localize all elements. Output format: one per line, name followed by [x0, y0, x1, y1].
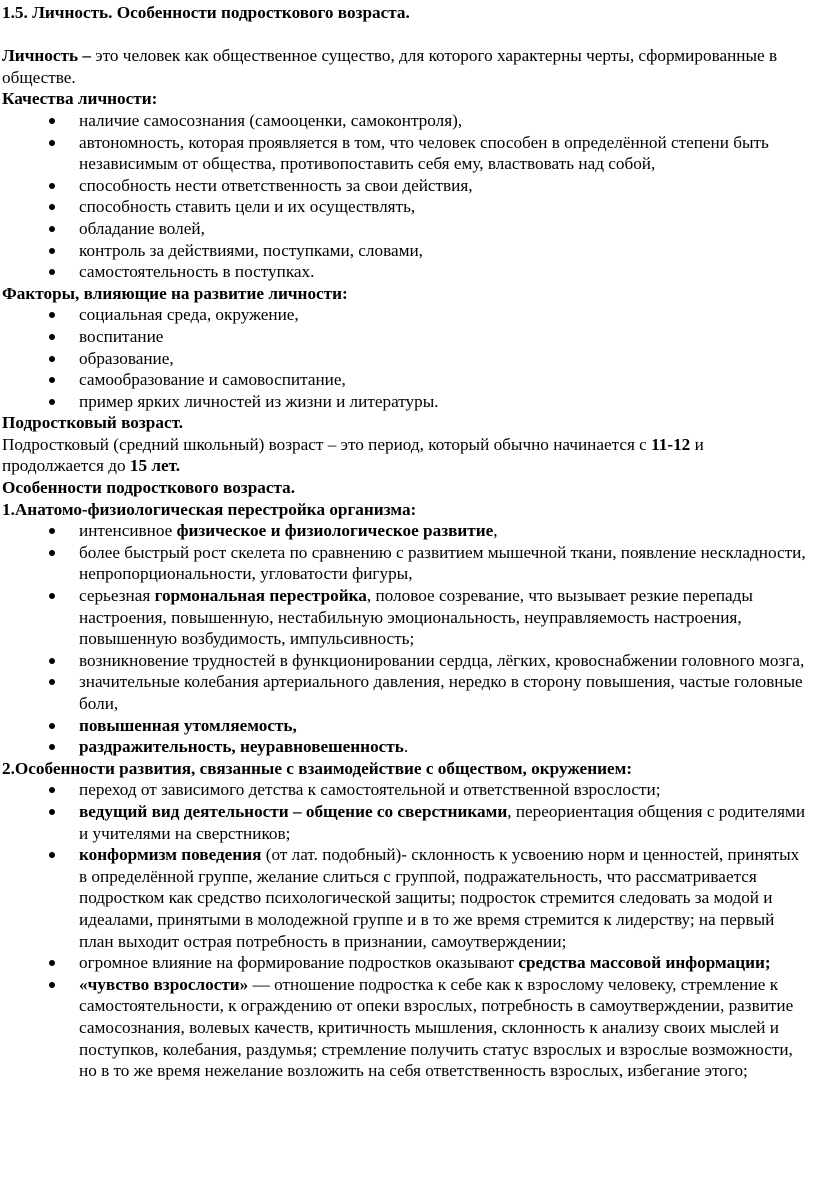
list-item: автономность, которая проявляется в том, что человек способен в определённой степени быть независимым от общества, противопоставить себя ему, властвовать над собой, — [79, 132, 810, 175]
bullet-icon — [49, 744, 55, 750]
list-item: конформизм поведения (от лат. подобный)- склонность к усвоению норм и ценностей, принятых в определённой группе, желание слиться с группой, подражательность, что рассматривается подростком как средство психологической защиты; подросток стремится следовать за модой и идеалами, принятыми в молодежной группе и в то же время стремится к лидерству; на первый план выходит острая потребность в признании, самоутверждении; — [79, 844, 810, 952]
list-item: переход от зависимого детства к самостоятельной и ответственной взрослости; — [79, 779, 810, 801]
bullet-icon — [49, 658, 55, 664]
list-item: самообразование и самовоспитание, — [79, 369, 810, 391]
teen-age-heading: Подростковый возраст. — [2, 413, 184, 433]
list-item: более быстрый рост скелета по сравнению с развитием мышечной ткани, появление нескладности, непропорциональности, угловатости фигуры, — [79, 542, 810, 585]
bullet-icon — [49, 528, 55, 534]
qualities-list — [2, 110, 810, 283]
list-item: обладание волей, — [79, 218, 810, 240]
bullet-icon — [49, 204, 55, 210]
list-item: интенсивное физическое и физиологическое развитие, — [79, 520, 810, 542]
features-heading: Особенности подросткового возраста. — [2, 478, 296, 498]
section2-list — [2, 779, 810, 1081]
bullet-icon — [49, 679, 55, 685]
bullet-icon — [49, 399, 55, 405]
factors-heading: Факторы, влияющие на развитие личности: — [2, 283, 348, 303]
bullet-icon — [49, 377, 55, 383]
bullet-icon — [49, 852, 55, 858]
list-item: раздражительность, неуравновешенность. — [79, 736, 810, 758]
bullet-icon — [49, 982, 55, 988]
section1-heading: 1.Анатомо-физиологическая перестройка организма: — [2, 499, 417, 519]
bullet-icon — [49, 593, 55, 599]
list-item: контроль за действиями, поступками, словами, — [79, 240, 810, 262]
list-item: способность ставить цели и их осуществлять, — [79, 196, 810, 218]
list-item: огромное влияние на формирование подростков оказывают средства массовой информации; — [79, 952, 810, 974]
teen-age-paragraph: Подростковый (средний школьный) возраст – это период, который обычно начинается с 11-12 и продолжается до 15 лет. — [2, 434, 704, 476]
bullet-icon — [49, 787, 55, 793]
list-item: образование, — [79, 348, 810, 370]
bullet-icon — [49, 226, 55, 232]
list-item: наличие самосознания (самооценки, самоконтроля), — [79, 110, 810, 132]
list-item: воспитание — [79, 326, 810, 348]
list-item: повышенная утомляемость, — [79, 715, 810, 737]
list-item: ведущий вид деятельности – общение со сверстниками, переориентация общения с родителями и учителями на сверстников; — [79, 801, 810, 844]
list-item: способность нести ответственность за свои действия, — [79, 175, 810, 197]
bullet-icon — [49, 960, 55, 966]
bullet-icon — [49, 269, 55, 275]
definition-term: Личность – — [2, 46, 91, 66]
bullet-icon — [49, 183, 55, 189]
bullet-icon — [49, 723, 55, 729]
definition-text: это человек как общественное существо, для которого характерны черты, сформированные в обществе. — [2, 46, 778, 87]
definition-paragraph — [2, 45, 810, 88]
factors-list — [2, 304, 810, 412]
bullet-icon — [49, 356, 55, 362]
bullet-icon — [49, 248, 55, 254]
section1-list — [2, 520, 810, 758]
list-item: социальная среда, окружение, — [79, 304, 810, 326]
bullet-icon — [49, 334, 55, 340]
list-item: «чувство взрослости» — отношение подростка к себе как к взрослому человеку, стремление к самостоятельности, к ограждению от опеки взрослых, потребность в самоутверждении, развитие самосознания, волевых качеств, критичность мышления, склонность к анализу своих мыслей и поступков, колебания, раздумья; стремление получить статус взрослых и взрослые возможности, но в то же время нежелание возложить на себя ответственность взрослых, избегание этого; — [79, 974, 810, 1082]
bullet-icon — [49, 312, 55, 318]
list-item: значительные колебания артериального давления, нередко в сторону повышения, частые головные боли, — [79, 671, 810, 714]
list-item: пример ярких личностей из жизни и литературы. — [79, 391, 810, 413]
list-item: возникновение трудностей в функционировании сердца, лёгких, кровоснабжении головного мозга, — [79, 650, 810, 672]
bullet-icon — [49, 118, 55, 124]
bullet-icon — [49, 809, 55, 815]
page-title: 1.5. Личность. Особенности подросткового возраста. — [2, 3, 410, 22]
qualities-heading: Качества личности: — [2, 89, 158, 109]
section2-heading: 2.Особенности развития, связанные с взаимодействие с обществом, окружением: — [2, 758, 633, 778]
list-item: самостоятельность в поступках. — [79, 261, 810, 283]
list-item: серьезная гормональная перестройка, половое созревание, что вызывает резкие перепады настроения, повышенную, нестабильную эмоциональность, неуправляемость настроения, повышенную возбудимость, импульсивность; — [79, 585, 810, 650]
bullet-icon — [49, 140, 55, 146]
bullet-icon — [49, 550, 55, 556]
